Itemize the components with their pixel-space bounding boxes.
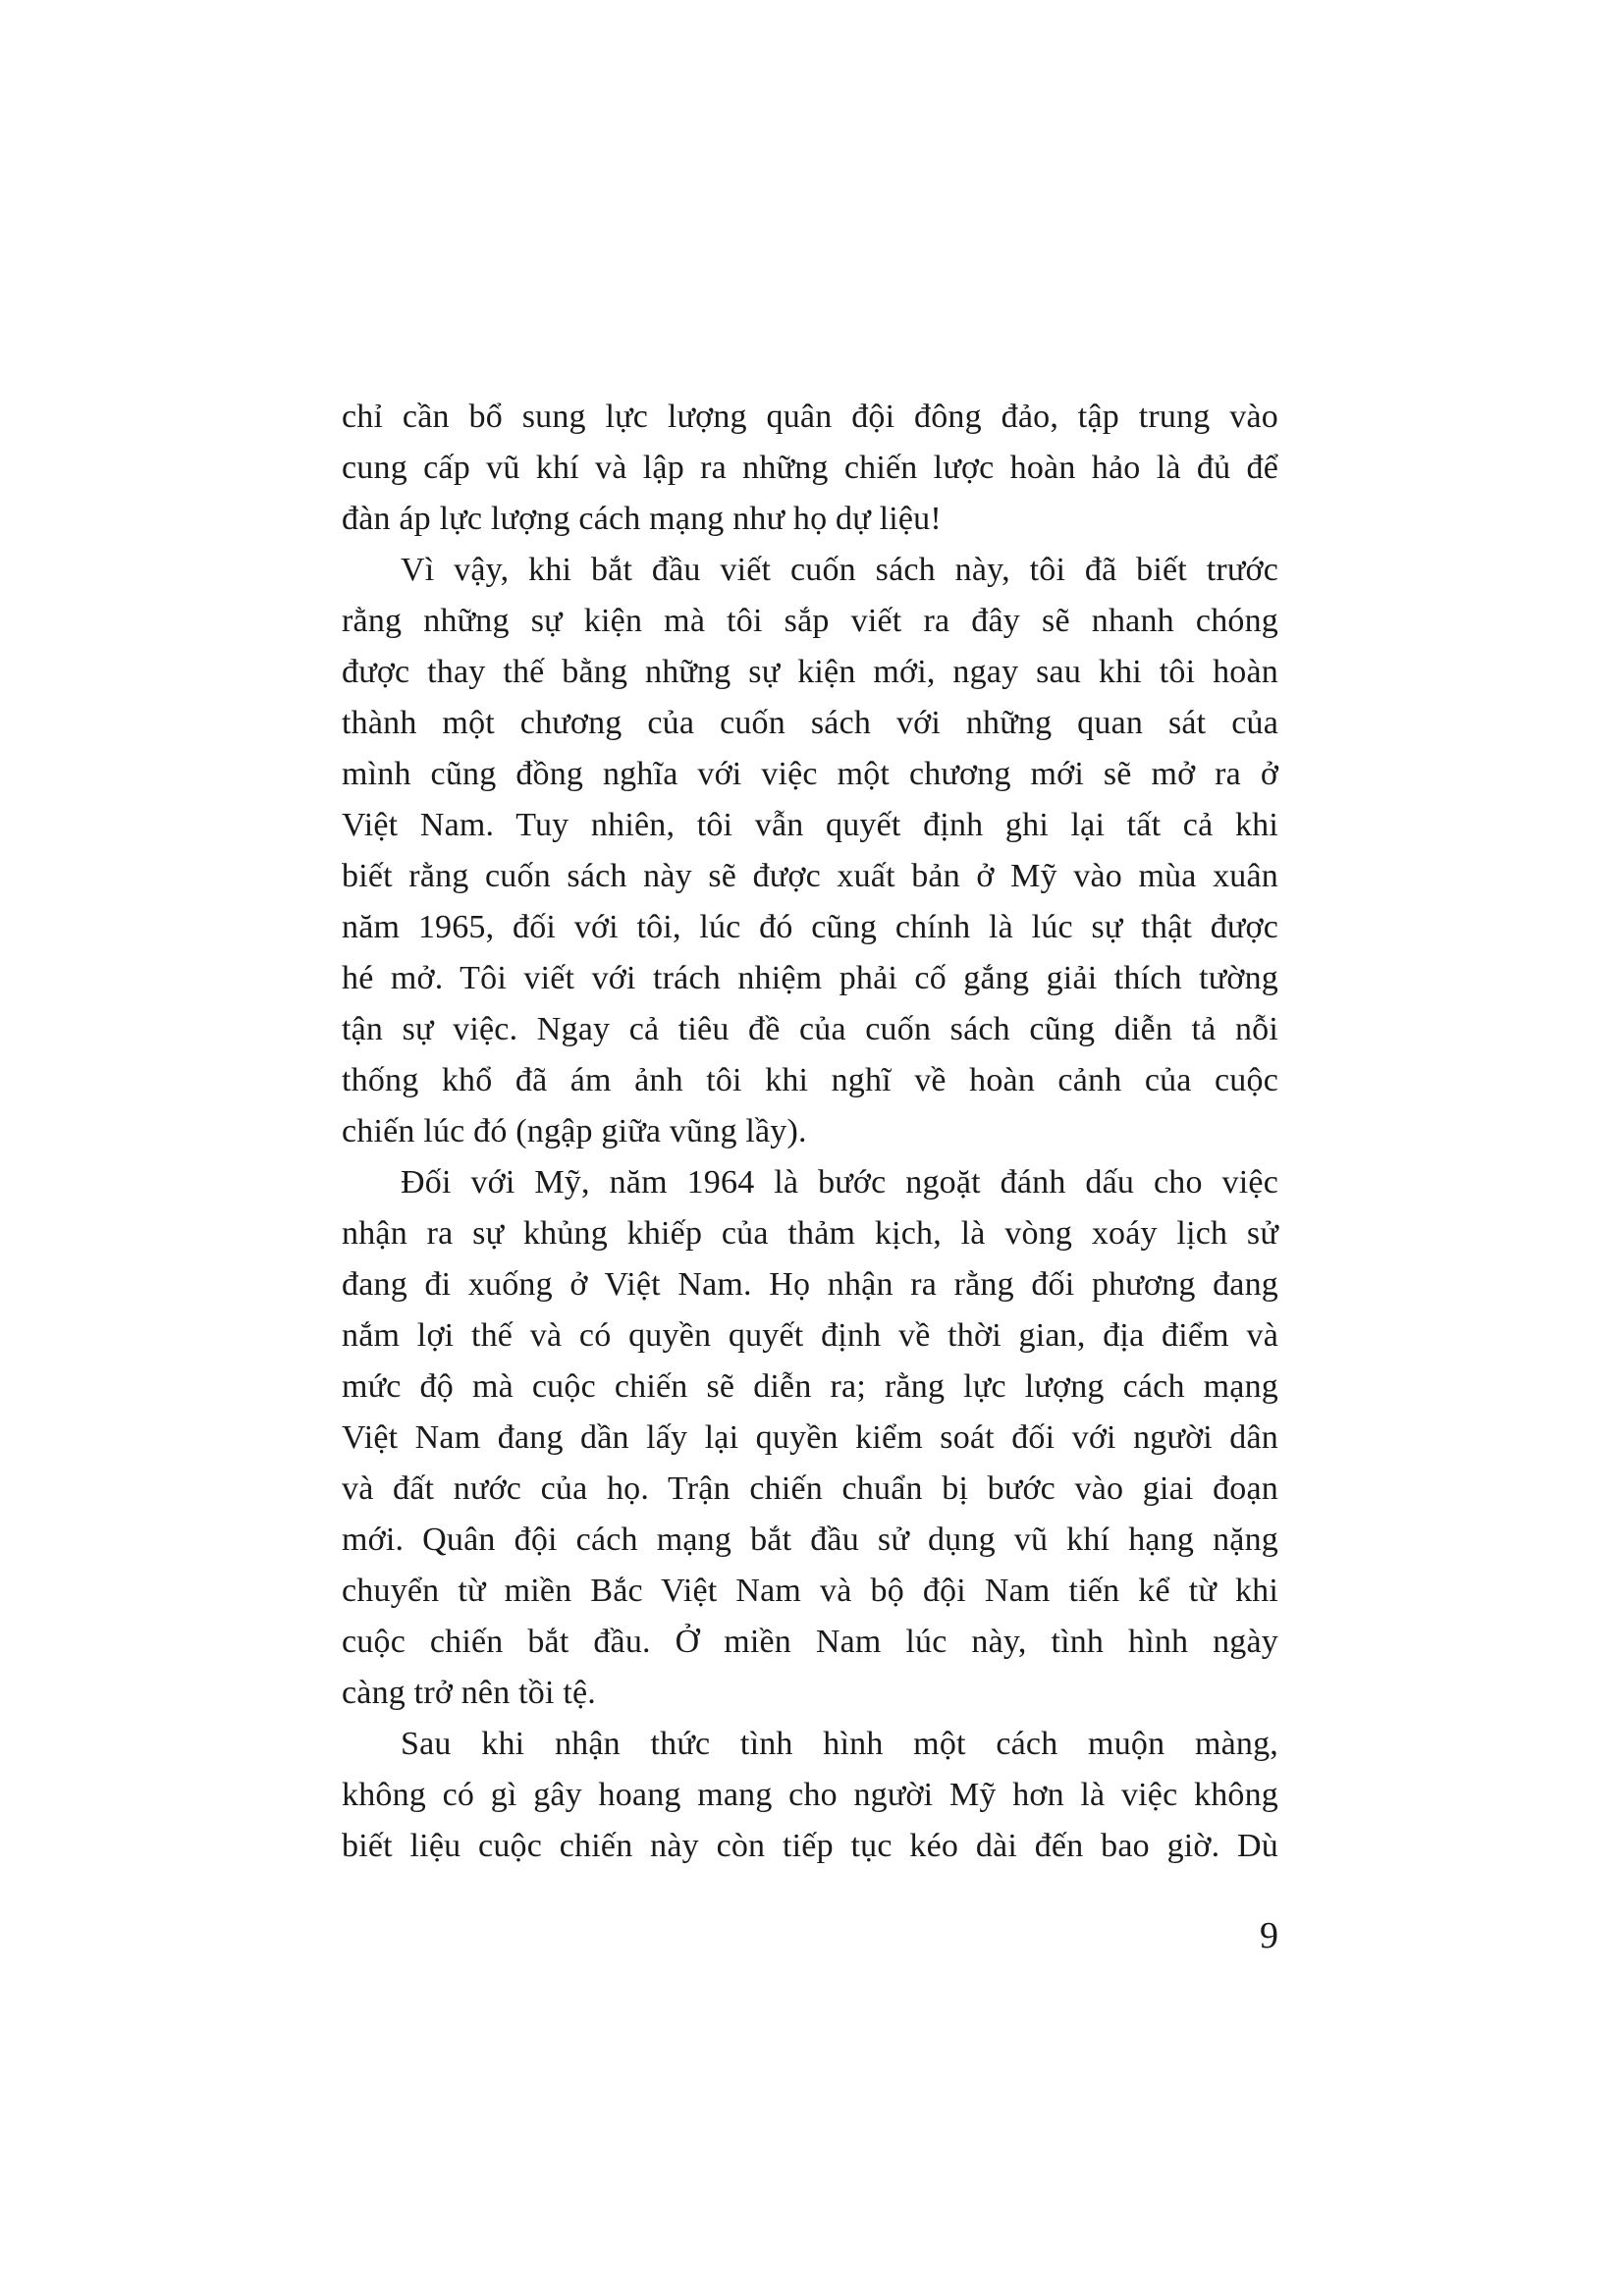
- text-line: càng trở nên tồi tệ.: [342, 1675, 596, 1711]
- text-line: mới. Quân đội cách mạng bắt đầu sử dụng vũ khí hạng nặng: [342, 1522, 1278, 1558]
- paragraph: [342, 545, 1278, 1157]
- text-line: mức độ mà cuộc chiến sẽ diễn ra; rằng lực lượng cách mạng: [342, 1368, 1278, 1405]
- text-line: cuộc chiến bắt đầu. Ở miền Nam lúc này, tình hình ngày: [342, 1624, 1278, 1660]
- text-line: nhận ra sự khủng khiếp của thảm kịch, là vòng xoáy lịch sử: [342, 1215, 1278, 1252]
- text-line: Việt Nam đang dần lấy lại quyền kiểm soát đối với người dân: [342, 1419, 1278, 1456]
- text-line: Đối với Mỹ, năm 1964 là bước ngoặt đánh dấu cho việc: [401, 1164, 1278, 1201]
- text-line: Vì vậy, khi bắt đầu viết cuốn sách này, tôi đã biết trước: [401, 552, 1278, 588]
- text-line: tận sự việc. Ngay cả tiêu đề của cuốn sách cũng diễn tả nỗi: [342, 1011, 1278, 1047]
- text-line: rằng những sự kiện mà tôi sắp viết ra đây sẽ nhanh chóng: [342, 603, 1278, 639]
- text-line: thành một chương của cuốn sách với những quan sát của: [342, 705, 1278, 741]
- text-line: chuyển từ miền Bắc Việt Nam và bộ đội Nam tiến kể từ khi: [342, 1573, 1278, 1609]
- page-number: 9: [1260, 1915, 1278, 1956]
- paragraph: [342, 392, 1278, 545]
- text-line: Sau khi nhận thức tình hình một cách muộn màng,: [401, 1726, 1278, 1762]
- text-line: được thay thế bằng những sự kiện mới, ngay sau khi tôi hoàn: [342, 654, 1278, 690]
- text-line: nắm lợi thế và có quyền quyết định về thời gian, địa điểm và: [342, 1317, 1278, 1354]
- text-line: biết rằng cuốn sách này sẽ được xuất bản ở Mỹ vào mùa xuân: [342, 858, 1278, 894]
- text-line: năm 1965, đối với tôi, lúc đó cũng chính là lúc sự thật được: [342, 909, 1278, 945]
- text-line: và đất nước của họ. Trận chiến chuẩn bị bước vào giai đoạn: [342, 1470, 1278, 1507]
- paragraph: [342, 1157, 1278, 1719]
- text-line: chiến lúc đó (ngập giữa vũng lầy).: [342, 1113, 807, 1149]
- page-text: [342, 392, 1278, 1872]
- text-line: cung cấp vũ khí và lập ra những chiến lược hoàn hảo là đủ để: [342, 450, 1278, 486]
- text-line: không có gì gây hoang mang cho người Mỹ hơn là việc không: [342, 1777, 1278, 1813]
- text-line: đàn áp lực lượng cách mạng như họ dự liệu!: [342, 501, 942, 537]
- text-line: mình cũng đồng nghĩa với việc một chương mới sẽ mở ra ở: [342, 756, 1278, 792]
- text-line: Việt Nam. Tuy nhiên, tôi vẫn quyết định ghi lại tất cả khi: [342, 807, 1278, 843]
- text-line: thống khổ đã ám ảnh tôi khi nghĩ về hoàn cảnh của cuộc: [342, 1062, 1278, 1098]
- text-line: biết liệu cuộc chiến này còn tiếp tục kéo dài đến bao giờ. Dù: [342, 1828, 1278, 1864]
- text-line: chỉ cần bổ sung lực lượng quân đội đông đảo, tập trung vào: [342, 399, 1278, 435]
- text-line: hé mở. Tôi viết với trách nhiệm phải cố gắng giải thích tường: [342, 960, 1278, 996]
- paragraph: [342, 1719, 1278, 1872]
- text-line: đang đi xuống ở Việt Nam. Họ nhận ra rằng đối phương đang: [342, 1266, 1278, 1303]
